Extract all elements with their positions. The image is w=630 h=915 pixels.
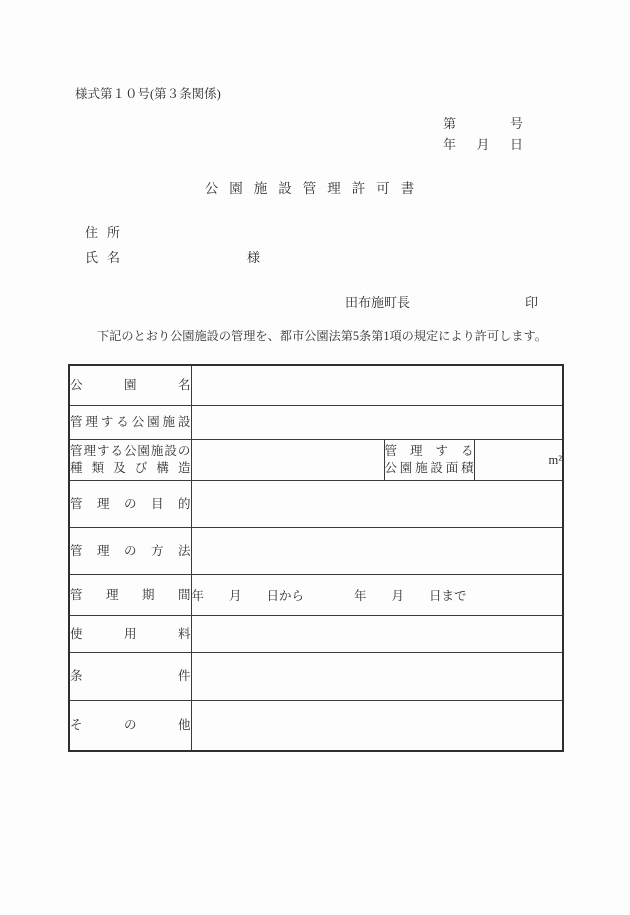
date-day-label: 日 bbox=[509, 137, 523, 152]
usage-fee-label-text: 使 用 料 bbox=[70, 626, 191, 641]
issuer-name: 田布施町長 bbox=[345, 295, 411, 310]
management-method-value bbox=[191, 528, 563, 575]
body-text: 下記のとおり公園施設の管理を、都市公園法第5条第1項の規定により許可します。 bbox=[97, 329, 547, 343]
facility-area-label-line1: 管 理 す る bbox=[384, 444, 474, 458]
management-purpose-value bbox=[191, 481, 563, 528]
facility-area-label bbox=[384, 440, 474, 481]
date-month-label: 月 bbox=[476, 137, 490, 152]
issue-number-line bbox=[443, 113, 523, 134]
table-row bbox=[69, 406, 563, 440]
facility-area-label-line2: 公 園 施 設 面 積 bbox=[384, 461, 474, 475]
other-label-text: そ の 他 bbox=[70, 718, 191, 732]
table-row bbox=[69, 365, 563, 406]
issuer-line bbox=[345, 292, 538, 311]
issue-no-prefix: 第 bbox=[443, 116, 457, 131]
usage-fee-label bbox=[69, 616, 191, 653]
document-title: 公園施設管理許可書 bbox=[204, 181, 426, 196]
park-name-label bbox=[69, 365, 191, 406]
facility-type-label-line2: 種 類 及 び 構 造 bbox=[70, 461, 191, 475]
table-row bbox=[69, 575, 563, 616]
issue-no-suffix: 号 bbox=[509, 116, 523, 131]
address-label: 住所 bbox=[85, 225, 130, 240]
facility-type-structure-label bbox=[69, 440, 191, 481]
conditions-label-text: 条 件 bbox=[70, 669, 191, 683]
issue-date-line bbox=[443, 134, 523, 155]
seal-label: 印 bbox=[525, 295, 539, 310]
park-name-label-text: 公 園 名 bbox=[70, 378, 191, 392]
park-name-value bbox=[191, 365, 563, 406]
management-period-value: 年 月 日から 年 月 日まで bbox=[191, 575, 563, 616]
managed-facility-value bbox=[191, 406, 563, 440]
name-line bbox=[85, 247, 260, 266]
table-row bbox=[69, 440, 563, 481]
table-row bbox=[69, 701, 563, 752]
management-method-label bbox=[69, 528, 191, 575]
honorific-label: 様 bbox=[247, 250, 261, 265]
managed-facility-label-text: 管 理 す る 公 園 施 設 bbox=[70, 415, 191, 429]
address-line bbox=[85, 222, 129, 241]
date-year-label: 年 bbox=[443, 137, 457, 152]
facility-type-label-line1: 管 理 す る 公 園 施 設 の bbox=[70, 444, 191, 458]
facility-area-unit: m² bbox=[474, 440, 563, 481]
management-purpose-label bbox=[69, 481, 191, 528]
usage-fee-value bbox=[191, 616, 563, 653]
permit-table bbox=[68, 364, 564, 752]
other-label bbox=[69, 701, 191, 752]
managed-facility-label bbox=[69, 406, 191, 440]
conditions-value bbox=[191, 653, 563, 701]
table-row bbox=[69, 481, 563, 528]
name-label: 氏名 bbox=[85, 250, 130, 265]
table-row bbox=[69, 653, 563, 701]
conditions-label bbox=[69, 653, 191, 701]
table-row bbox=[69, 528, 563, 575]
form-number: 様式第１０号(第３条関係) bbox=[75, 87, 221, 101]
management-period-label-text: 管 理 期 間 bbox=[70, 587, 191, 602]
other-value bbox=[191, 701, 563, 752]
facility-type-value bbox=[191, 440, 384, 481]
table-row bbox=[69, 616, 563, 653]
management-period-label bbox=[69, 575, 191, 616]
management-method-label-text: 管 理 の 方 法 bbox=[70, 543, 191, 558]
management-purpose-label-text: 管 理 の 目 的 bbox=[70, 496, 191, 511]
issue-block bbox=[443, 113, 523, 155]
